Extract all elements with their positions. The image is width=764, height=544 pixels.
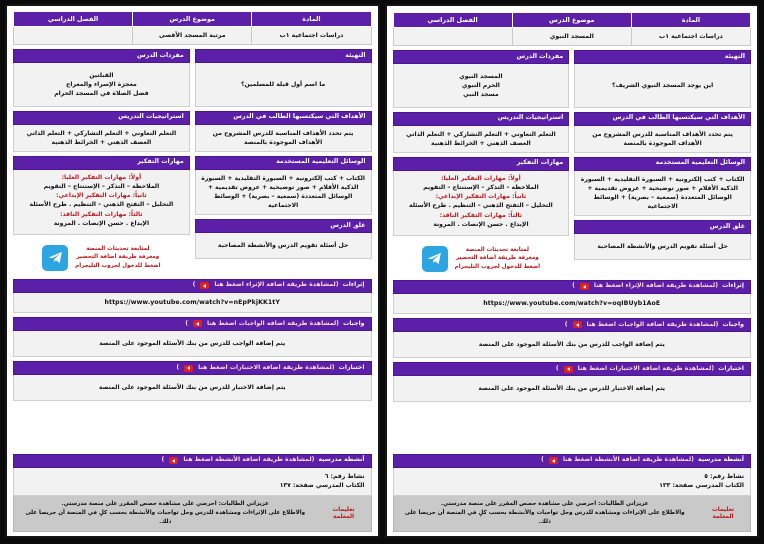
activity-body bbox=[393, 468, 752, 497]
column-primary bbox=[195, 49, 372, 275]
telegram-line-1: لمتابعة تحديثات المنصة bbox=[86, 246, 150, 253]
preparation-box bbox=[574, 50, 751, 108]
col-header-subject: المادة bbox=[631, 13, 750, 28]
preparation-box bbox=[195, 49, 372, 107]
spacer bbox=[13, 401, 372, 449]
enrichment-subtitle: (لمشاهدة طريقة اضافة الإثراء اضغط هنا bbox=[214, 281, 339, 289]
teacher-note bbox=[13, 496, 372, 532]
teacher-note bbox=[393, 496, 752, 532]
col-header-topic: موضوع الدرس bbox=[133, 12, 252, 27]
homework-title: واجبات bbox=[343, 319, 365, 327]
activity-section bbox=[13, 454, 372, 533]
tests-body: يتم إضافة الاختبار للدرس من بنك الأسئلة الموجود على المنصة bbox=[393, 376, 752, 402]
telegram-line-3: اضغط للدخول لجروب التليجرام bbox=[75, 262, 161, 269]
cell-subject: دراسات اجتماعية ١ب bbox=[631, 28, 750, 46]
preparation-body: ما اسم أول قبلة للمسلمين؟ bbox=[195, 63, 372, 107]
homework-section bbox=[13, 317, 372, 357]
table-header-row bbox=[393, 13, 751, 28]
cell-term bbox=[393, 28, 512, 46]
telegram-promo[interactable] bbox=[13, 239, 190, 275]
activity-subtitle: (لمشاهدة طريقة اضافة الأنشطة اضغط هنا bbox=[183, 456, 315, 464]
cell-topic: المسجد النبوي bbox=[512, 28, 631, 46]
thinking-second-value: التحليل – التفتح الذهني – التنظيم . طرح الأسئلة bbox=[29, 201, 174, 209]
activity-paren: ) bbox=[161, 456, 165, 464]
media-box bbox=[195, 156, 372, 215]
strategies-header: استراتيجيات التدريس bbox=[13, 111, 190, 125]
media-body: الكتاب + كتب إلكترونية + السبورة التقليدية + السبورة الذكية الأقلام + صور توضيحية + عروض تقديمية + الوسائل المتعددة (سمعية – بصرية) + الوسائط الاجتماعية bbox=[195, 170, 372, 216]
enrichment-section bbox=[393, 280, 752, 314]
telegram-icon[interactable] bbox=[42, 245, 68, 271]
thinking-skills-box bbox=[13, 156, 190, 235]
activity-number: نشاط رقم: ٦ bbox=[324, 472, 365, 480]
homework-subtitle: (لمشاهدة طريقة اضافة الواجبات اضغط هنا bbox=[207, 319, 339, 327]
enrichment-header[interactable] bbox=[393, 280, 752, 294]
thinking-first-label: أولاً: مهارات التفكير العليا: bbox=[441, 174, 521, 182]
thinking-third-label: ثالثاً: مهارات التفكير الناقد: bbox=[439, 211, 523, 219]
enrichment-subtitle: (لمشاهدة طريقة اضافة الإثراء اضغط هنا bbox=[593, 282, 719, 290]
objectives-header: الأهداف التي سيكتسبها الطالب في الدرس bbox=[574, 112, 751, 126]
two-column-area bbox=[13, 49, 372, 275]
enrichment-paren: ) bbox=[192, 281, 196, 289]
column-secondary bbox=[393, 50, 570, 276]
teacher-note-text bbox=[394, 496, 697, 531]
lesson-identification-table bbox=[13, 11, 372, 45]
vocabulary-item: الحرم النبوي bbox=[461, 81, 500, 89]
thinking-third-value: الإبداع . حسن الإنصات . المرونة bbox=[433, 220, 529, 228]
media-body: الكتاب + كتب إلكترونية + السبورة التقليدية + السبورة الذكية الأقلام + صور توضيحية + عروض تقديمية + الوسائل المتعددة (سمعية – بصرية) + الوسائط الاجتماعية bbox=[574, 171, 751, 217]
homework-header[interactable] bbox=[13, 317, 372, 331]
thinking-second-label: ثانياً: مهارات التفكير الإبداعي: bbox=[56, 192, 147, 200]
thinking-first-value: الملاحظة – التذكر – الإستنتاج – التقويم bbox=[43, 182, 160, 190]
teacher-note-line-1: عزيزاتي الطالبات: احرصي على مشاهدة حصص المقرر على منصة مدرستي. bbox=[441, 501, 649, 508]
homework-section bbox=[393, 318, 752, 358]
tests-paren: ) bbox=[555, 364, 559, 372]
strategies-body: التعلم التعاوني + التعلم التشاركي + التعلم الذاتي العصف الذهني + الخرائط الذهنية bbox=[13, 125, 190, 152]
youtube-play-icon[interactable] bbox=[193, 320, 202, 327]
preparation-header: التهيئة bbox=[574, 50, 751, 64]
col-header-term: الفصل الدراسي bbox=[14, 12, 133, 27]
tests-section bbox=[13, 361, 372, 401]
objectives-box bbox=[195, 111, 372, 152]
vocabulary-box bbox=[393, 50, 570, 108]
col-header-topic: موضوع الدرس bbox=[512, 13, 631, 28]
telegram-promo-text bbox=[75, 245, 160, 270]
vocabulary-item: المسجد النبوي bbox=[459, 72, 503, 80]
thinking-second-label: ثانياً: مهارات التفكير الإبداعي: bbox=[435, 193, 527, 201]
teacher-note-label: تعليمات المعلمة bbox=[332, 506, 355, 520]
tests-title: اختبارات bbox=[338, 363, 365, 371]
youtube-play-icon[interactable] bbox=[580, 283, 589, 290]
teacher-note-text bbox=[14, 496, 317, 531]
vocabulary-body bbox=[13, 63, 190, 107]
youtube-play-icon[interactable] bbox=[184, 365, 193, 372]
thinking-first-label: أولاً: مهارات التفكير العليا: bbox=[61, 173, 142, 181]
objectives-header: الأهداف التي سيكتسبها الطالب في الدرس bbox=[195, 111, 372, 125]
objectives-box bbox=[574, 112, 751, 153]
enrichment-link[interactable]: https://www.youtube.com/watch?v=oqIBUyb1AoE bbox=[393, 294, 752, 314]
activity-number: نشاط رقم: ٥ bbox=[704, 472, 744, 480]
tests-header[interactable] bbox=[393, 362, 752, 376]
closure-header: غلق الدرس bbox=[195, 219, 372, 233]
vocabulary-item: فضل الصلاة في المسجد الحرام bbox=[54, 89, 149, 97]
homework-paren: ) bbox=[564, 320, 568, 328]
table-row bbox=[393, 28, 751, 46]
thinking-skills-header: مهارات التفكير bbox=[13, 156, 190, 170]
homework-body: يتم إضافة الواجب للدرس من بنك الأسئلة الموجود على المنصة bbox=[13, 331, 372, 357]
thinking-skills-body bbox=[13, 170, 190, 235]
closure-body: حل أسئلة تقويم الدرس والأنشطة المصاحبة bbox=[574, 234, 751, 260]
enrichment-title: إثراءات bbox=[722, 282, 744, 290]
strategies-body: التعلم التعاوني + التعلم التشاركي + التعلم الذاتي العصف الذهني + الخرائط الذهنية bbox=[393, 126, 570, 153]
homework-paren: ) bbox=[185, 319, 189, 327]
thinking-skills-body bbox=[393, 171, 570, 236]
vocabulary-header: مفردات الدرس bbox=[393, 50, 570, 64]
two-column-area bbox=[393, 50, 752, 276]
media-header: الوسائل التعليمية المستخدمة bbox=[574, 157, 751, 171]
cell-subject: دراسات اجتماعية ١ب bbox=[252, 27, 371, 45]
telegram-promo[interactable] bbox=[393, 240, 570, 276]
thinking-skills-box bbox=[393, 157, 570, 236]
cell-topic: مرتبة المسجد الأقصى bbox=[133, 27, 252, 45]
vocabulary-header: مفردات الدرس bbox=[13, 49, 190, 63]
thinking-skills-header: مهارات التفكير bbox=[393, 157, 570, 171]
enrichment-title: إثراءات bbox=[342, 281, 365, 289]
table-row bbox=[14, 27, 372, 45]
thinking-third-label: ثالثاً: مهارات التفكير الناقد: bbox=[60, 210, 143, 218]
homework-subtitle: (لمشاهدة طريقة اضافة الواجبات اضغط هنا bbox=[586, 320, 719, 328]
telegram-line-3: اضغط للدخول لجروب التليجرام bbox=[454, 263, 541, 270]
tests-title: اختبارات bbox=[718, 364, 744, 372]
teacher-note-label: تعليمات المعلمة bbox=[711, 506, 735, 520]
thinking-third-value: الإبداع . حسن الإنصات . المرونة bbox=[53, 219, 150, 227]
strategies-header: استراتيجيات التدريس bbox=[393, 112, 570, 126]
telegram-promo-text bbox=[455, 246, 540, 271]
tests-subtitle: (لمشاهدة طريقة اضافة الاختبارات اضغط هنا bbox=[198, 363, 335, 371]
activity-body bbox=[13, 468, 372, 497]
vocabulary-body bbox=[393, 64, 570, 108]
column-secondary bbox=[13, 49, 190, 275]
tests-subtitle: (لمشاهدة طريقة اضافة الاختبارات اضغط هنا bbox=[577, 364, 715, 372]
col-header-subject: المادة bbox=[252, 12, 371, 27]
telegram-line-2: ومعرفة طريقة اضافة التحضير bbox=[455, 255, 539, 262]
enrichment-header[interactable] bbox=[13, 279, 372, 293]
homework-body: يتم إضافة الواجب للدرس من بنك الأسئلة الموجود على المنصة bbox=[393, 332, 752, 358]
youtube-play-icon[interactable] bbox=[200, 282, 209, 289]
objectives-body: يتم تحدد الأهداف المناسبة للدرس المشروح من الأهداف الموجودة بالمنصة bbox=[195, 125, 372, 152]
enrichment-link[interactable]: https://www.youtube.com/watch?v=nEpPkjKK1tY bbox=[13, 293, 372, 313]
activity-header[interactable] bbox=[393, 454, 752, 468]
enrichment-paren: ) bbox=[572, 282, 575, 290]
vocabulary-box bbox=[13, 49, 190, 107]
closure-box bbox=[195, 219, 372, 259]
strategies-box bbox=[13, 111, 190, 152]
enrichment-section bbox=[13, 279, 372, 313]
closure-header: غلق الدرس bbox=[574, 220, 751, 234]
homework-header[interactable] bbox=[393, 318, 752, 332]
homework-title: واجبات bbox=[722, 320, 744, 328]
teacher-note-line-2: والاطلاع على الإثراءات ومشاهدة للدرس وحل تواجبات والأنشطة بحسب كلٍ في المنصة أن حريصا على ذلك. bbox=[404, 510, 685, 526]
tests-header[interactable] bbox=[13, 361, 372, 375]
closure-body: حل أسئلة تقويم الدرس والأنشطة المصاحبة bbox=[195, 233, 372, 259]
preparation-header: التهيئة bbox=[195, 49, 372, 63]
worksheet-right bbox=[5, 4, 380, 538]
thinking-first-value: الملاحظة – التذكر – الإستنتاج – التقويم bbox=[423, 183, 539, 191]
cell-term bbox=[14, 27, 133, 45]
strategies-box bbox=[393, 112, 570, 153]
teacher-note-line-2: والاطلاع على الإثراءات ومشاهدة للدرس وحل تواجبات والأنشطة بحسب كلٍ في المنصة أن حريصا على ذلك. bbox=[25, 510, 306, 526]
telegram-line-1: لمتابعة تحديثات المنصة bbox=[465, 247, 529, 254]
youtube-play-icon[interactable] bbox=[549, 457, 558, 464]
vocabulary-item: القبلتين bbox=[89, 71, 114, 79]
activity-paren: ) bbox=[541, 456, 544, 464]
table-header-row bbox=[14, 12, 372, 27]
youtube-play-icon[interactable] bbox=[169, 457, 178, 464]
activity-title: أنشطة مدرسية bbox=[318, 456, 365, 464]
youtube-play-icon[interactable] bbox=[573, 321, 582, 328]
closure-box bbox=[574, 220, 751, 260]
teacher-note-line-1: عزيزاتي الطالبات: احرصي على مشاهدة حصص المقرر على منصة مدرستي. bbox=[61, 501, 269, 508]
activity-page: الكتاب المدرسي صفحة: ١٣٧ bbox=[279, 482, 365, 490]
telegram-line-2: ومعرفة طريقة اضافة التحضير bbox=[76, 254, 160, 261]
media-box bbox=[574, 157, 751, 216]
activity-title: أنشطة مدرسية bbox=[697, 456, 744, 464]
column-primary bbox=[574, 50, 751, 276]
media-header: الوسائل التعليمية المستخدمة bbox=[195, 156, 372, 170]
thinking-second-value: التحليل – التفتح الذهني – التنظيم . طرح الأسئلة bbox=[409, 202, 553, 210]
activity-header[interactable] bbox=[13, 454, 372, 468]
activity-section bbox=[393, 454, 752, 533]
tests-paren: ) bbox=[176, 363, 180, 371]
spacer bbox=[393, 402, 752, 449]
worksheet-left bbox=[385, 4, 760, 538]
col-header-term: الفصل الدراسي bbox=[393, 13, 512, 28]
telegram-icon[interactable] bbox=[422, 246, 448, 272]
activity-page: الكتاب المدرسي صفحة: ١٣٣ bbox=[659, 482, 744, 490]
preparation-body: اين يوجد المسجد النبوي الشريف؟ bbox=[574, 64, 751, 108]
tests-body: يتم إضافة الاختبار للدرس من بنك الأسئلة الموجود على المنصة bbox=[13, 375, 372, 401]
lesson-identification-table bbox=[393, 12, 752, 46]
vocabulary-item: معجزة الإسراء والمعراج bbox=[65, 80, 137, 88]
vocabulary-item: مسجد النبي bbox=[463, 90, 499, 98]
objectives-body: يتم تحدد الأهداف المناسبة للدرس المشروح من الأهداف الموجودة بالمنصة bbox=[574, 126, 751, 153]
tests-section bbox=[393, 362, 752, 402]
youtube-play-icon[interactable] bbox=[564, 366, 573, 373]
activity-subtitle: (لمشاهدة طريقة اضافة الأنشطة اضغط هنا bbox=[562, 456, 694, 464]
